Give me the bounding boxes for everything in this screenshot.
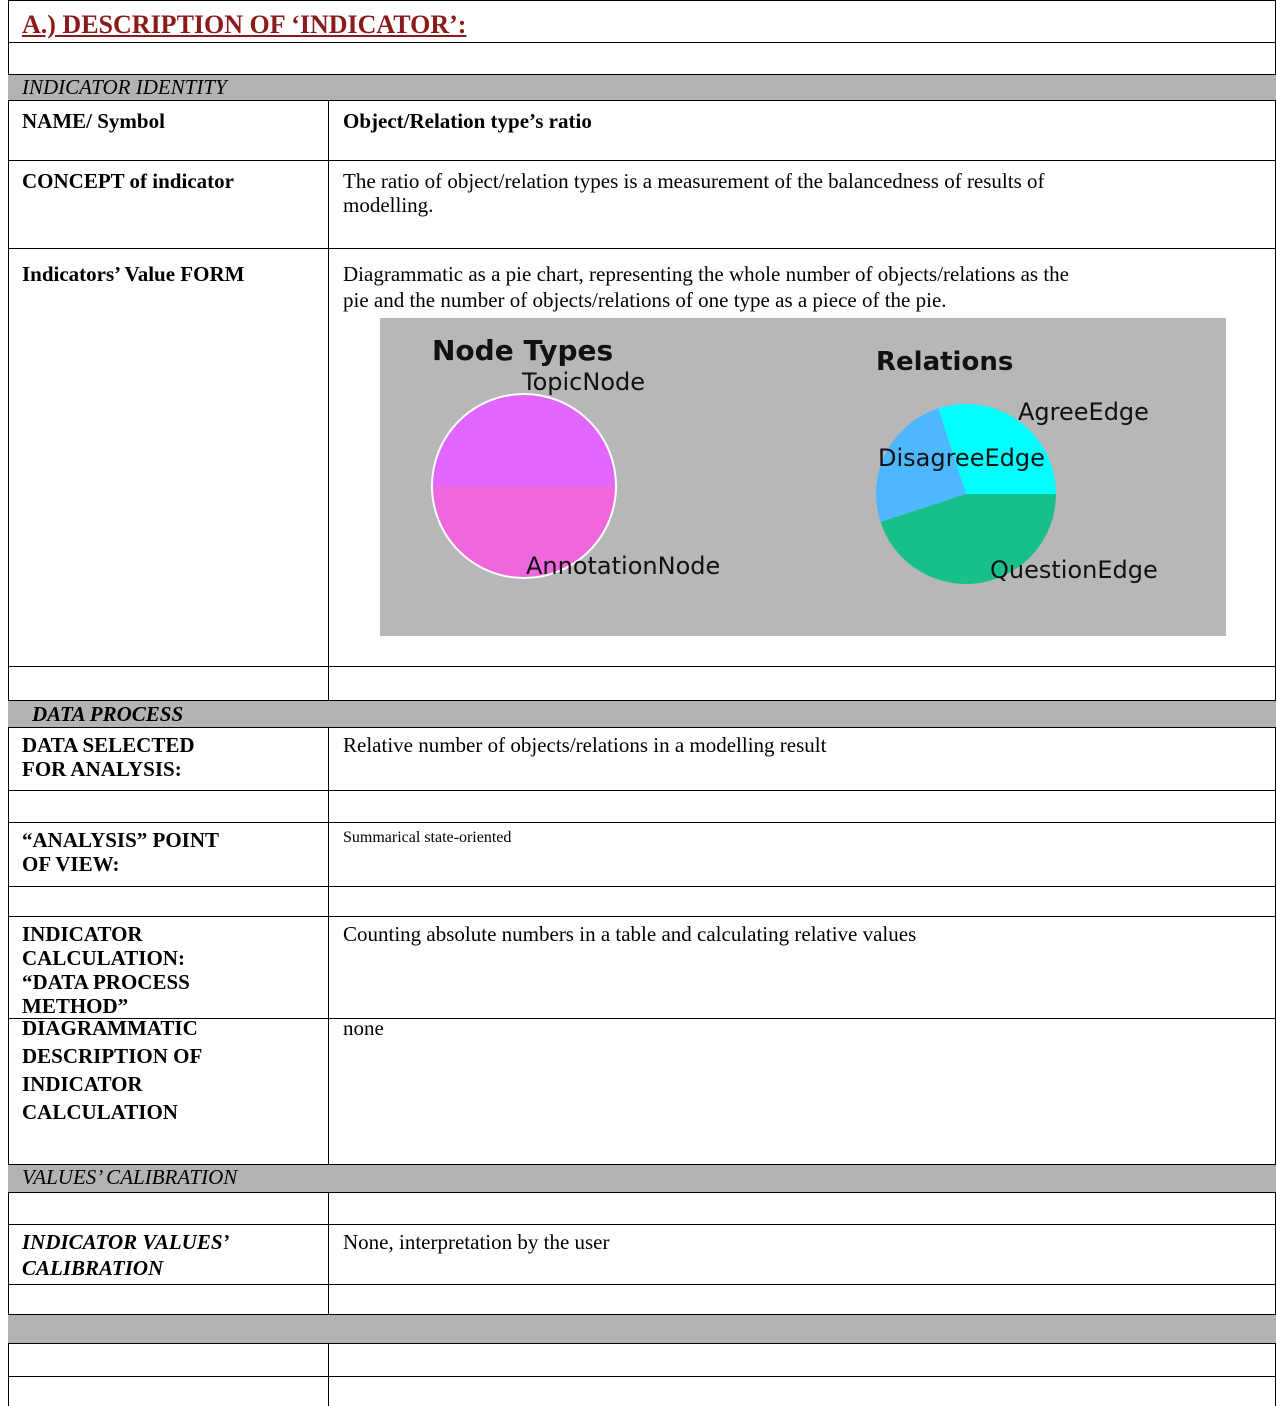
- values-calibration-value: None, interpretation by the user: [343, 1230, 610, 1254]
- values-calibration-label-line1: INDICATOR VALUES’: [22, 1230, 230, 1254]
- form-value-line1: Diagrammatic as a pie chart, representing the whole number of objects/relations as the: [343, 262, 1069, 286]
- calculation-label-line3: “DATA PROCESS: [22, 970, 190, 994]
- row-divider: [8, 1376, 1276, 1377]
- row-divider: [8, 1224, 1276, 1225]
- row-divider: [8, 42, 1276, 43]
- values-calibration-label-line2: CALIBRATION: [22, 1256, 164, 1280]
- column-divider: [328, 727, 329, 1164]
- row-divider: [8, 916, 1276, 917]
- section-band-process: [8, 701, 1276, 727]
- name-value: Object/Relation type’s ratio: [343, 109, 592, 133]
- section-band-empty: [8, 1315, 1276, 1343]
- calculation-label-line2: CALCULATION:: [22, 946, 185, 970]
- column-divider: [328, 666, 329, 700]
- column-divider: [328, 100, 329, 666]
- column-divider: [328, 1343, 329, 1406]
- row-divider: [8, 886, 1276, 887]
- chart-title-node-types: Node Types: [432, 334, 614, 367]
- pie-label-disagreeedge: DisagreeEdge: [878, 444, 1045, 472]
- pie-charts-image: [380, 318, 1226, 636]
- calculation-value: Counting absolute numbers in a table and calculating relative values: [343, 922, 917, 946]
- concept-value-line1: The ratio of object/relation types is a measurement of the balancedness of results of: [343, 169, 1045, 193]
- row-divider: [8, 790, 1276, 791]
- pie-label-questionedge: QuestionEdge: [990, 556, 1158, 584]
- diagrammatic-label-line1: DIAGRAMMATIC: [22, 1016, 198, 1040]
- diagrammatic-value: none: [343, 1016, 384, 1040]
- analysis-label-line2: OF VIEW:: [22, 852, 120, 876]
- pie-label-agreeedge: AgreeEdge: [1018, 398, 1149, 426]
- form-value-line2: pie and the number of objects/relations of one type as a piece of the pie.: [343, 288, 947, 312]
- analysis-value: Summarical state-oriented: [343, 829, 512, 846]
- name-label: NAME/ Symbol: [22, 109, 165, 133]
- row-divider: [8, 1343, 1276, 1344]
- section-title-identity: INDICATOR IDENTITY: [22, 75, 227, 99]
- pie-slice-topicnode: [432, 394, 616, 486]
- column-divider: [328, 1192, 329, 1314]
- section-title-calibration: VALUES’ CALIBRATION: [22, 1165, 238, 1189]
- calculation-label-line4: METHOD”: [22, 994, 129, 1018]
- row-divider: [8, 1018, 1276, 1019]
- row-divider: [8, 666, 1276, 667]
- data-selected-value: Relative number of objects/relations in a modelling result: [343, 733, 827, 757]
- row-divider: [8, 822, 1276, 823]
- concept-value-line2: modelling.: [343, 193, 434, 217]
- row-divider: [8, 160, 1276, 161]
- data-selected-label-line2: FOR ANALYSIS:: [22, 757, 182, 781]
- page-heading: A.) DESCRIPTION OF ‘INDICATOR’:: [22, 10, 467, 39]
- row-divider: [8, 727, 1276, 728]
- form-label: Indicators’ Value FORM: [22, 262, 245, 286]
- row-divider: [8, 1192, 1276, 1193]
- pie-label-topicnode: TopicNode: [522, 368, 645, 396]
- calculation-label-line1: INDICATOR: [22, 922, 143, 946]
- concept-label: CONCEPT of indicator: [22, 169, 234, 193]
- data-selected-label-line1: DATA SELECTED: [22, 733, 195, 757]
- indicator-document: [8, 0, 1276, 1406]
- diagrammatic-label-line3: INDICATOR: [22, 1072, 143, 1096]
- analysis-label-line1: “ANALYSIS” POINT: [22, 828, 220, 852]
- row-divider: [8, 1284, 1276, 1285]
- diagrammatic-label-line4: CALCULATION: [22, 1100, 178, 1124]
- pie-label-annotationnode: AnnotationNode: [526, 552, 721, 580]
- section-title-process: DATA PROCESS: [32, 702, 184, 726]
- table-top-border: [8, 0, 1276, 1]
- pie-charts-svg: [380, 318, 1226, 636]
- row-divider: [8, 248, 1276, 249]
- diagrammatic-label-line2: DESCRIPTION OF: [22, 1044, 203, 1068]
- chart-title-relations: Relations: [876, 347, 1014, 377]
- row-divider: [8, 100, 1276, 101]
